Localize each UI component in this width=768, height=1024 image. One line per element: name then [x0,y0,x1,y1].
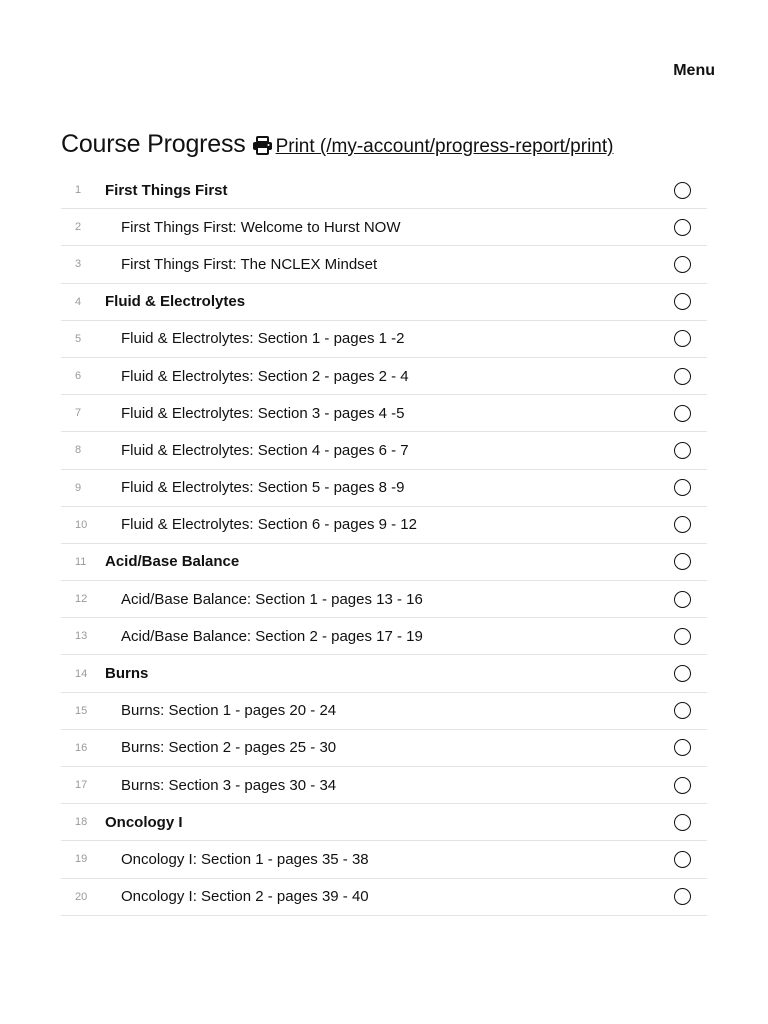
row-number: 20 [75,890,88,903]
progress-lesson-row[interactable] [61,507,707,544]
row-number: 16 [75,741,88,754]
lesson-title: Oncology I: Section 1 - pages 35 - 38 [121,850,369,868]
section-title: Acid/Base Balance [105,553,240,571]
progress-lesson-row[interactable] [61,470,707,507]
row-number: 1 [75,184,82,197]
lesson-title: Fluid & Electrolytes: Section 1 - pages 1 -2 [121,330,405,348]
incomplete-status-icon [674,368,691,385]
row-number: 17 [75,779,88,792]
lesson-title: Burns: Section 3 - pages 30 - 34 [121,776,337,794]
incomplete-status-icon [674,739,691,756]
progress-section-row[interactable] [61,655,707,692]
incomplete-status-icon [674,293,691,310]
row-number: 14 [75,667,88,680]
progress-lesson-row[interactable] [61,767,707,804]
incomplete-status-icon [674,702,691,719]
menu-button[interactable]: Menu [673,62,715,79]
progress-lesson-row[interactable] [61,841,707,878]
progress-lesson-row[interactable] [61,395,707,432]
row-number: 9 [75,481,82,494]
progress-lesson-row[interactable] [61,358,707,395]
incomplete-status-icon [674,442,691,459]
incomplete-status-icon [674,256,691,273]
incomplete-status-icon [674,851,691,868]
progress-lesson-row[interactable] [61,581,707,618]
row-number: 19 [75,853,88,866]
progress-lesson-row[interactable] [61,730,707,767]
progress-lesson-row[interactable] [61,209,707,246]
incomplete-status-icon [674,219,691,236]
section-title: Fluid & Electrolytes [105,293,246,311]
row-number: 5 [75,332,82,345]
print-link-label: Print (/my-account/progress-report/print) [275,136,614,157]
row-number: 8 [75,444,82,457]
row-number: 12 [75,593,88,606]
progress-lesson-row[interactable] [61,618,707,655]
progress-section-row[interactable] [61,544,707,581]
progress-lesson-row[interactable] [61,693,707,730]
progress-lesson-row[interactable] [61,879,707,916]
lesson-title: Oncology I: Section 2 - pages 39 - 40 [121,888,369,906]
lesson-title: First Things First: Welcome to Hurst NOW [121,218,401,236]
row-number: 15 [75,704,88,717]
incomplete-status-icon [674,405,691,422]
section-title: Burns [105,665,149,683]
incomplete-status-icon [674,777,691,794]
row-number: 11 [75,555,87,568]
lesson-title: Acid/Base Balance: Section 2 - pages 17 - 19 [121,627,423,645]
incomplete-status-icon [674,888,691,905]
lesson-title: Fluid & Electrolytes: Section 3 - pages 4 -5 [121,404,405,422]
row-number: 7 [75,407,82,420]
incomplete-status-icon [674,814,691,831]
incomplete-status-icon [674,665,691,682]
row-number: 2 [75,221,82,234]
progress-section-row[interactable] [61,284,707,321]
progress-list [61,172,707,916]
incomplete-status-icon [674,479,691,496]
lesson-title: Burns: Section 2 - pages 25 - 30 [121,739,337,757]
row-number: 6 [75,370,82,383]
progress-lesson-row[interactable] [61,432,707,469]
row-number: 13 [75,630,88,643]
progress-section-row[interactable] [61,804,707,841]
incomplete-status-icon [674,591,691,608]
print-link[interactable] [252,133,614,158]
incomplete-status-icon [674,628,691,645]
incomplete-status-icon [674,182,691,199]
row-number: 4 [75,295,82,308]
lesson-title: Burns: Section 1 - pages 20 - 24 [121,702,337,720]
heading-row [61,130,613,159]
incomplete-status-icon [674,553,691,570]
lesson-title: First Things First: The NCLEX Mindset [121,255,378,273]
row-number: 18 [75,816,88,829]
row-number: 10 [75,518,88,531]
top-nav [673,62,715,80]
incomplete-status-icon [674,516,691,533]
incomplete-status-icon [674,330,691,347]
progress-lesson-row[interactable] [61,321,707,358]
lesson-title: Acid/Base Balance: Section 1 - pages 13 - 16 [121,590,423,608]
lesson-title: Fluid & Electrolytes: Section 4 - pages 6 - 7 [121,441,409,459]
lesson-title: Fluid & Electrolytes: Section 5 - pages 8 -9 [121,479,405,497]
section-title: First Things First [105,181,228,199]
row-number: 3 [75,258,82,271]
lesson-title: Fluid & Electrolytes: Section 2 - pages 2 - 4 [121,367,409,385]
page-title: Course Progress [61,130,246,158]
section-title: Oncology I [105,813,183,831]
progress-lesson-row[interactable] [61,246,707,283]
printer-icon [252,136,273,155]
progress-section-row[interactable] [61,172,707,209]
lesson-title: Fluid & Electrolytes: Section 6 - pages 9 - 12 [121,516,417,534]
